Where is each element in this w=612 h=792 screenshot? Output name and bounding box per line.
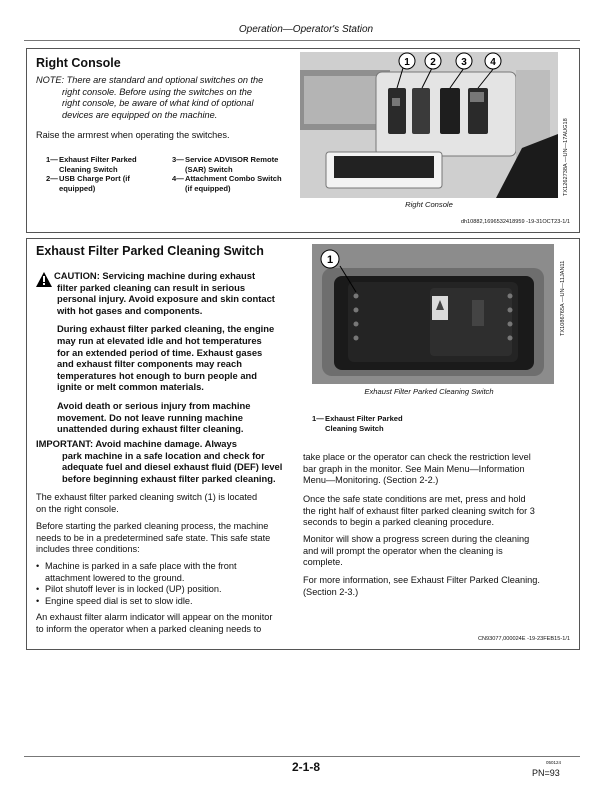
cleaning-switch-photo — [312, 244, 554, 384]
legend-item-4: 4— Attachment Combo Switch (if equipped) — [172, 174, 282, 193]
exhaust-filter-heading: Exhaust Filter Parked Cleaning Switch — [36, 244, 264, 258]
image-id-vertical: TX1086765A —UN—11JAN11 — [560, 260, 566, 336]
footer-code: 050124 — [546, 760, 562, 765]
list-item: • Machine is parked in a safe place with the front attachment lowered to the ground. — [36, 561, 298, 584]
callout-2: 2 — [430, 57, 436, 68]
callout-3: 3 — [461, 57, 467, 68]
section-ref: dh10882,1696532418959 -19-31OCT23-1/1 — [460, 219, 570, 225]
right-para-3: Monitor will show a progress screen during the cleaning and will prompt the operator when the cleaning is complete. — [303, 534, 530, 567]
right-para-4: For more information, see Exhaust Filter Parked Cleaning. (Section 2-3.) — [303, 575, 540, 597]
section-ref: CN93077,000024E -19-23FEB15-1/1 — [477, 636, 570, 642]
legend-item-1: 1— Exhaust Filter Parked Cleaning Switch — [46, 155, 137, 174]
legend-item-3: 3— Service ADVISOR Remote (SAR) Switch — [172, 155, 279, 174]
image-caption: Exhaust Filter Parked Cleaning Switch — [364, 387, 494, 396]
note-line: NOTE: There are standard and optional switches on the — [36, 75, 264, 85]
right-console-heading: Right Console — [36, 56, 121, 70]
callout-1: 1 — [404, 57, 410, 68]
important-block: IMPORTANT: Avoid machine damage. Always park machine in a safe location and check for adequate fuel and diesel exhaust fluid (DEF) level before beginning exhaust filter parked cleaning. — [36, 438, 283, 484]
instruction-text: Raise the armrest when operating the switches. — [36, 130, 230, 140]
right-para-2: Once the safe state conditions are met, press and hold the right half of exhaust filter parked cleaning switch for 3 seconds to begin a parked cleaning procedure. — [303, 494, 535, 527]
right-para-1: take place or the operator can check the restriction level bar graph in the monitor. See Main Menu—Information Menu—Monitoring. (Section 2-2.) — [303, 452, 531, 485]
legend-item-2: 2— USB Charge Port (if equipped) — [46, 174, 130, 193]
note-line: devices are equipped on the machine. — [62, 109, 218, 120]
page-number: 2-1-8 — [291, 760, 320, 774]
list-item: • Pilot shutoff lever is in locked (UP) position. — [36, 584, 298, 596]
running-header: Operation—Operator's Station — [238, 24, 374, 35]
conditions-list — [36, 561, 298, 607]
footer-rule — [24, 756, 580, 757]
image-caption: Right Console — [405, 200, 453, 209]
pn-label: PN=93 — [532, 768, 560, 778]
caution-para-1: CAUTION: Servicing machine during exhaust filter parked cleaning can result in serious personal injury. Avoid exposure and skin contact with hot gases and components. — [54, 270, 275, 316]
right-console-photo — [300, 52, 558, 198]
para-safe-state: Before starting the parked cleaning process, the machine needs to be in a predetermined safe state. This safe state includes three conditions: — [36, 521, 271, 554]
note-line: right console. Before using the switches on the — [62, 86, 252, 97]
header-rule — [24, 40, 580, 41]
list-item: • Engine speed dial is set to slow idle. — [36, 596, 298, 608]
callout-1: 1 — [326, 254, 334, 266]
legend-item-1: 1— Exhaust Filter Parked Cleaning Switch — [312, 414, 403, 433]
para-location: The exhaust filter parked cleaning switch (1) is located on the right console. — [36, 492, 258, 514]
caution-para-2: During exhaust filter parked cleaning, the engine may run at elevated idle and hot temperatures for an extended period of time. Exhaust gases and exhaust filter components may reach temperatures hot enough to burn people and ignite or melt common materials. — [57, 323, 275, 393]
note-line: right console, be aware of what kind of optional — [62, 98, 254, 108]
caution-para-3: Avoid death or serious injury from machine movement. Do not leave running machine unattended during exhaust filter cleaning. — [57, 399, 251, 435]
note-block — [36, 75, 296, 121]
legend-list — [46, 155, 296, 195]
callout-4: 4 — [490, 57, 496, 68]
caution-block — [54, 270, 300, 442]
image-id-vertical: TX1262738A —UN—17AUG18 — [563, 118, 569, 196]
para-alarm: An exhaust filter alarm indicator will appear on the monitor to inform the operator when a parked cleaning needs to — [36, 612, 273, 634]
warning-triangle-icon — [36, 272, 52, 287]
